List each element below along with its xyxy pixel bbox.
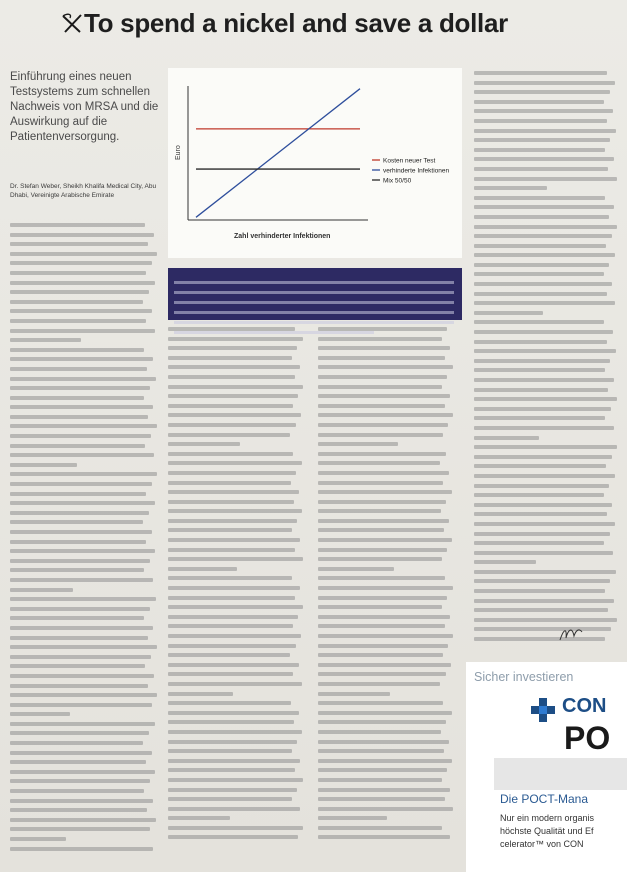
text-line [318,564,456,574]
text-line [474,97,620,107]
text-line [474,634,620,644]
text-line [168,813,306,823]
ad-text-line-3: celerator™ von CON [500,839,584,849]
text-line [474,548,620,558]
text-line [318,631,456,641]
text-line [318,554,456,564]
text-line [474,452,620,462]
text-line [474,87,620,97]
legend-label-1: Kosten neuer Test [383,157,436,165]
text-line [168,506,306,516]
text-line [168,334,306,344]
text-line [10,220,160,230]
text-line [318,737,456,747]
text-column-1 [10,220,160,853]
text-line [10,613,160,623]
text-line [10,585,160,595]
text-line [474,576,620,586]
text-line [10,345,160,355]
ad-brand-name: CON [562,695,607,717]
text-line [168,372,306,382]
text-line [10,671,160,681]
text-line [318,439,456,449]
text-line [168,583,306,593]
text-line [10,776,160,786]
text-line [318,353,456,363]
text-line [168,823,306,833]
text-line [474,183,620,193]
text-line [474,385,620,395]
text-line [168,804,306,814]
text-line [474,481,620,491]
text-line [474,624,620,634]
text-line [10,479,160,489]
text-line [10,239,160,249]
text-line [10,690,160,700]
text-line [474,78,620,88]
text-line [10,786,160,796]
text-line [474,500,620,510]
text-line [168,324,306,334]
text-line [318,823,456,833]
text-line [10,335,160,345]
chart-caption [168,268,462,320]
text-line [10,594,160,604]
text-line [318,756,456,766]
text-line [168,679,306,689]
text-line [318,641,456,651]
cross-mark-icon [60,12,84,36]
text-line [10,757,160,767]
text-line [474,346,620,356]
text-line [474,586,620,596]
text-line [318,708,456,718]
text-line [10,441,160,451]
ad-product-name: PO [564,720,611,756]
text-line [10,556,160,566]
text-line [168,343,306,353]
text-line [10,450,160,460]
text-line [474,116,620,126]
text-line [474,241,620,251]
text-line [318,478,456,488]
text-line [168,430,306,440]
text-line [474,375,620,385]
text-line [474,404,620,414]
author-byline: Dr. Stefan Weber, Sheikh Khalifa Medical City, Abu Dhabi, Vereinigte Arabische Emirate [10,183,157,199]
text-line [10,431,160,441]
text-line [10,796,160,806]
text-line [318,813,456,823]
text-line [168,391,306,401]
text-line [10,824,160,834]
text-line [168,660,306,670]
text-line [168,621,306,631]
text-line [474,126,620,136]
text-line [10,287,160,297]
text-line [318,324,456,334]
text-line [474,423,620,433]
text-line [318,525,456,535]
text-line [10,642,160,652]
text-line [10,844,160,854]
text-line [474,471,620,481]
text-line [318,391,456,401]
text-line [168,717,306,727]
text-line [318,487,456,497]
text-line [474,529,620,539]
text-line [474,145,620,155]
text-line [474,279,620,289]
text-line [474,269,620,279]
text-column-4 [474,68,620,644]
text-line [168,612,306,622]
text-line [474,461,620,471]
series-line-2 [196,89,360,218]
text-line [168,401,306,411]
text-line [168,478,306,488]
text-line [168,756,306,766]
text-column-2 [168,324,306,842]
text-line [474,596,620,606]
text-line [474,557,620,567]
brand-logo-icon [530,697,556,723]
text-line [10,681,160,691]
text-line [318,343,456,353]
text-line [168,449,306,459]
article-headline: To spend a nickel and save a dollar [84,8,508,38]
legend-label-2: verhinderte Infektionen [383,167,450,175]
text-line [318,401,456,411]
text-line [10,661,160,671]
text-line [10,297,160,307]
text-line [168,525,306,535]
text-line [318,372,456,382]
text-line [168,602,306,612]
text-line [10,316,160,326]
text-line [10,633,160,643]
text-line [318,794,456,804]
text-line [10,498,160,508]
text-line [10,421,160,431]
text-line [10,383,160,393]
text-line [318,804,456,814]
text-line [474,337,620,347]
text-line [10,834,160,844]
text-line [10,604,160,614]
text-line [10,469,160,479]
text-line [318,660,456,670]
ad-top-text: Sicher investieren [474,670,574,684]
text-line [10,815,160,825]
text-line [474,106,620,116]
text-line [474,212,620,222]
text-line [474,298,620,308]
text-line [168,535,306,545]
text-line [10,623,160,633]
text-line [474,135,620,145]
text-line [474,356,620,366]
text-line [168,650,306,660]
text-line [10,249,160,259]
text-line [10,508,160,518]
text-line [10,652,160,662]
text-line [10,565,160,575]
text-line [168,631,306,641]
text-line [318,689,456,699]
text-line [474,289,620,299]
text-line [168,382,306,392]
text-line [474,605,620,615]
text-line [168,746,306,756]
text-line [10,268,160,278]
text-line [168,669,306,679]
text-line [168,410,306,420]
text-line [474,154,620,164]
text-line [168,832,306,842]
text-line [474,490,620,500]
text-line [318,420,456,430]
text-line [10,354,160,364]
text-line [168,420,306,430]
text-line [10,374,160,384]
text-line [168,516,306,526]
text-line [10,748,160,758]
text-line [318,449,456,459]
text-line [10,546,160,556]
text-line [474,317,620,327]
ad-text-line-2: höchste Qualität und Ef [500,826,594,836]
text-line [318,382,456,392]
text-line [168,794,306,804]
y-axis-label: Euro [175,145,182,160]
text-line [10,402,160,412]
text-line [168,698,306,708]
text-line [318,458,456,468]
text-line [168,554,306,564]
text-line [474,202,620,212]
text-line [168,641,306,651]
text-line [10,537,160,547]
text-line [318,669,456,679]
text-line [474,308,620,318]
text-line [168,362,306,372]
text-line [318,506,456,516]
text-line [474,433,620,443]
ad-subhead: Die POCT-Mana [500,792,589,806]
text-line [10,767,160,777]
text-line [318,497,456,507]
text-line [168,785,306,795]
text-line [318,785,456,795]
caption-line [174,271,456,278]
text-line [474,567,620,577]
text-line [168,458,306,468]
text-line [474,193,620,203]
text-line [168,573,306,583]
text-line [318,832,456,842]
text-line [168,564,306,574]
text-line [10,738,160,748]
article-intro: Einführung eines neuen Testsystems zum schnellen Nachweis von MRSA und die Auswirkung auf die Patientenversorgung. [10,71,159,143]
text-line [474,538,620,548]
text-line [168,353,306,363]
text-line [474,260,620,270]
text-line [168,689,306,699]
text-line [318,679,456,689]
text-line [10,306,160,316]
text-line [10,728,160,738]
text-line [474,509,620,519]
text-line [318,410,456,420]
text-line [10,364,160,374]
text-line [318,765,456,775]
text-line [474,164,620,174]
text-line [474,250,620,260]
text-line [318,717,456,727]
ad-divider-band [494,758,627,790]
text-line [10,258,160,268]
text-line [10,527,160,537]
text-line [318,698,456,708]
text-line [10,489,160,499]
text-line [168,497,306,507]
x-axis-label: Zahl verhinderter Infektionen [234,233,331,240]
text-line [318,430,456,440]
text-line [168,593,306,603]
text-line [474,365,620,375]
text-line [168,468,306,478]
text-line [318,334,456,344]
text-line [318,650,456,660]
text-line [10,460,160,470]
text-line [10,278,160,288]
text-line [318,612,456,622]
text-line [318,362,456,372]
text-line [10,805,160,815]
text-line [168,487,306,497]
text-line [474,222,620,232]
text-line [318,746,456,756]
text-line [10,230,160,240]
text-line [474,442,620,452]
text-line [10,517,160,527]
text-line [10,719,160,729]
text-line [474,231,620,241]
text-line [474,413,620,423]
text-line [318,621,456,631]
author-signature-icon [558,624,584,644]
text-line [318,468,456,478]
text-line [318,535,456,545]
cost-chart [168,68,462,258]
legend-label-3: Mix 50/50 [383,177,412,185]
text-line [318,573,456,583]
text-line [168,737,306,747]
text-line [474,519,620,529]
ad-text-line-1: Nur ein modern organis [500,813,595,823]
text-line [474,68,620,78]
text-line [168,727,306,737]
chart-svg [168,68,462,258]
text-line [318,516,456,526]
text-line [318,602,456,612]
text-line [168,545,306,555]
text-line [10,700,160,710]
text-line [10,326,160,336]
text-line [168,765,306,775]
text-line [474,174,620,184]
text-line [318,545,456,555]
text-line [318,775,456,785]
text-line [318,583,456,593]
text-line [168,775,306,785]
text-line [318,593,456,603]
text-line [318,727,456,737]
text-line [168,439,306,449]
text-line [10,575,160,585]
text-line [474,615,620,625]
text-line [474,327,620,337]
advertisement[interactable] [466,662,627,872]
text-line [10,412,160,422]
text-line [10,709,160,719]
text-line [474,394,620,404]
text-line [168,708,306,718]
text-column-3 [318,324,456,842]
text-line [10,393,160,403]
